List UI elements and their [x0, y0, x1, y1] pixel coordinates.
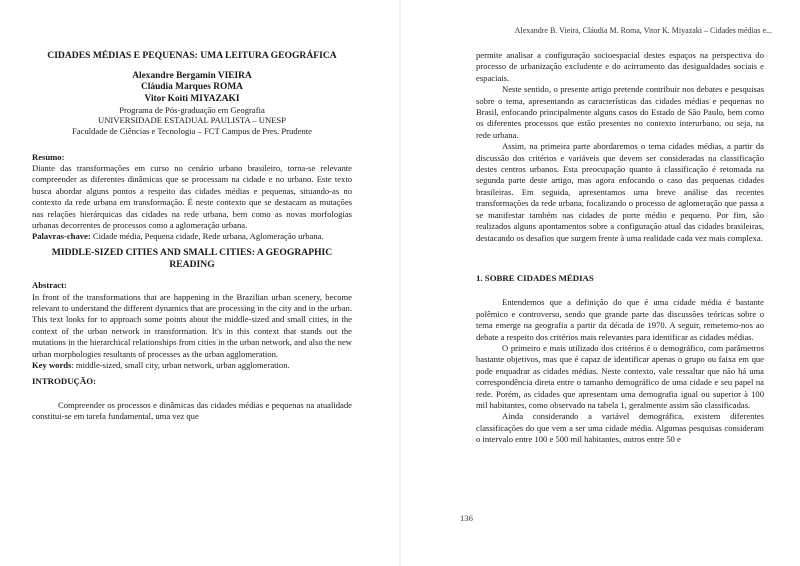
- resumo-text: Diante das transformações em curso no cenário urbano brasileiro, torna-se relevante compreender as diferentes dinâmicas que se processam na cidade e no urbano. Este texto busca abordar alguns pontos a respeito das cidades médias e pequenas, situando-as no contexto da rede urbana em transformação. É neste contexto que se destacam as mutações nas relações hierárquicas das cidades na rede urbana, bem como as novas morfologias urbanas decorrentes de processos como a aglomeração urbana.: [32, 163, 352, 231]
- author-name: Alexandre Bergamin VIEIRA: [132, 71, 252, 82]
- author-name: Cláudia Marques ROMA: [141, 82, 243, 93]
- section-heading: 1. SOBRE CIDADES MÉDIAS: [476, 272, 594, 283]
- author-name: Vitor Koiti MIYAZAKI: [144, 93, 240, 104]
- section-paragraph: Ainda considerando a variável demográfica, existem diferentes classificações do que vem a ser uma cidade média. Algumas pesquisas consideram o intervalo entre 100 e 500 mil habitantes, outros entre 50 e: [476, 411, 764, 445]
- right-column: [476, 50, 764, 446]
- abstract-label: Abstract:: [32, 280, 67, 291]
- author-list: [32, 71, 352, 105]
- affiliation: [32, 105, 352, 137]
- keywords-label: Key words: [32, 360, 72, 371]
- palavras-chave-text: Cidade média, Pequena cidade, Rede urbana, Aglomeração urbana.: [92, 231, 324, 242]
- left-column: [32, 50, 352, 423]
- section-paragraph: O primeiro e mais utilizado dos critérios é o demográfico, com parâmetros bastante objetivos, mas que é capaz de identificar apenas o grupo ou faixa em que pode enquadrar as cidades médias. Neste contexto, vale ressaltar que não há uma correspondência direta entre o tamanho demográfico de uma cidade e seu papel na rede. Porém, as cidades que apresentam uma demografia igual ou superior à 100 mil habitantes, como observado na tabela 1, geralmente assim são classificadas.: [476, 342, 764, 410]
- page-number: 136: [460, 513, 473, 523]
- intro-heading: INTRODUÇÃO:: [32, 375, 97, 386]
- running-header: Alexandre B. Vieira, Cláudia M. Roma, Vitor K. Miyazaki – Cidades médias e...: [514, 26, 772, 35]
- article-title-pt: CIDADES MÉDIAS E PEQUENAS: UMA LEITURA GEOGRÁFICA: [47, 50, 337, 61]
- article-title-en: MIDDLE-SIZED CITIES AND SMALL CITIES: A GEOGRAPHIC READING: [51, 246, 333, 271]
- body-paragraph: Neste sentido, o presente artigo pretende contribuir nos debates e pesquisas sobre o tema, apresentando as características das cidades médias e pequenas no Brasil, enfocando principalmente alguns casos do Estado de São Paulo, bem como os diferentes processos que estão presentes no contexto interurbano, ou seja, na rede urbana.: [476, 84, 764, 140]
- keywords-text: : middle-sized, small city, urban network, urban agglomeration.: [71, 360, 290, 371]
- affiliation-line: UNIVERSIDADE ESTADUAL PAULISTA – UNESP: [97, 115, 286, 126]
- palavras-chave-label: Palavras-chave:: [32, 231, 91, 242]
- right-page: [400, 0, 800, 566]
- affiliation-line: Programa de Pós-graduação em Geografia: [119, 104, 265, 115]
- body-paragraph: Assim, na primeira parte abordaremos o tema cidades médias, a partir da discussão dos critérios e variáveis que devem ser consideradas na classificação destes centros urbanos. Esta preocupação quanto à classificação é retomada na segunda parte deste artigo, mas agora enfocando o caso das pequenas cidades brasileiras. Em seguida, apresentamos uma breve análise das recentes transformações da rede urbana, focalizando o processo de aglomeração que passa a se manifestar também nas cidades de porte médio e pequeno. Por fim, são realizados alguns apontamentos sobre a configuração atual das cidades brasileiras, destacando os desafios que surgem frente à uma realidade cada vez mais complexa.: [476, 141, 764, 243]
- body-paragraph: permite analisar a configuração socioespacial destes espaços na perspectiva do processo de urbanização excludente e do acirramento das desigualdades sociais e espaciais.: [476, 50, 764, 83]
- resumo-label: Resumo:: [32, 151, 65, 162]
- intro-paragraph: Compreender os processos e dinâmicas das cidades médias e pequenas na atualidade constitui-se em tarefa fundamental, uma vez que: [32, 399, 352, 422]
- keywords: [32, 360, 352, 371]
- affiliation-line: Faculdade de Ciências e Tecnologia – FCT Campus de Pres. Prudente: [72, 126, 312, 136]
- abstract-text: In front of the transformations that are happening in the Brazilian urban scenery, become relevant to understand the different dynamics that are processing in the city and in the urban. This text looks for to approach some points about the middle-sized and small cities, in the context of the urban network in transformation. It's in this context that stands out the mutations in the hierarchical relationships from cities in the urban network, and also the new urban morphologies resultants of processes as the urban agglomeration.: [32, 291, 352, 359]
- section-paragraph: Entendemos que a definição do que é uma cidade média é bastante polêmico e controverso, sendo que grande parte das discussões teóricas sobre o tema emerge na geografia a partir da década de 1970. A seguir, remetemo-nos ao debate a respeito dos critérios mais relevantes para identificar as cidades médias.: [476, 297, 764, 342]
- palavras-chave: [32, 231, 352, 242]
